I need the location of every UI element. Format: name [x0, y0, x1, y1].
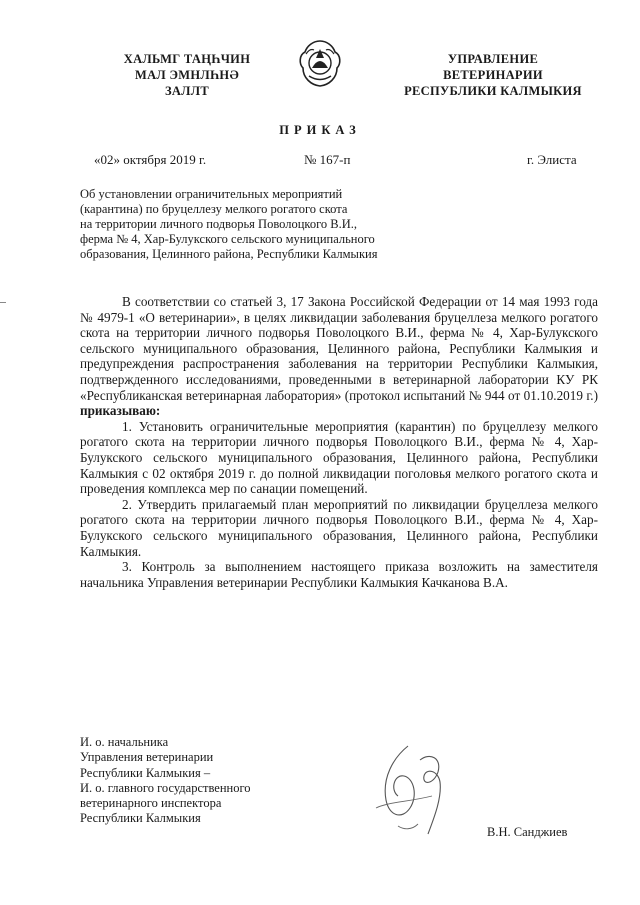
subject-line: образования, Целинного района, Республики Калмыкия: [80, 247, 378, 261]
order-word: приказываю:: [80, 403, 161, 419]
order-item: 1. Установить ограничительные мероприятия (карантин) по бруцеллезу мелкого рогатого скота на территории личного подворья Поволоцкого В.И., ферма № 4, Хар-Булукского сельского муниципального образования, Целинного района, Республики Калмыкия с 02 октября 2019 г. до полной ликвидации поголовья мелкого рогатого скота и проведения комплекса мер по санации помещений.: [80, 418, 598, 497]
order-item: 2. Утвердить прилагаемый план мероприятий по ликвидации бруцеллеза мелкого рогатого скота на территории личного подворья Поволоцкого В.И., ферма № 4, Хар-Булукского сельского муниципального образования, Целинного района, Республики Калмыкия.: [80, 496, 598, 559]
signatory-line: Управления ветеринарии: [80, 750, 214, 765]
header-left-line: ХАЛЬМГ ТАҢҺЧИН: [123, 52, 251, 66]
handwritten-signature: [368, 738, 458, 843]
preamble-paragraph: [80, 294, 598, 419]
preamble-text: В соответствии со статьей 3, 17 Закона Российской Федерации от 14 мая 1993 года № 4979-1 «О ветеринарии», в целях ликвидации заболевания бруцеллеза мелкого рогатого скота на территории личного подворья Поволоцкого В.И., ферма № 4, Хар-Булукского сельского муниципального образования, Целинного района, Республики Калмыкия и предупреждения распространения заболевания на территории Республики Калмыкия, подтвержденного исследованиями, проведенными в ветеринарной лаборатории КУ РК «Республиканская ветеринарная лаборатория» (протокол испытаний № 944 от 01.10.2019 г.): [80, 294, 598, 403]
order-city: г. Элиста: [527, 152, 577, 167]
order-number: № 167-п: [304, 152, 351, 167]
coat-of-arms-emblem: [297, 38, 343, 88]
signatory-name: В.Н. Санджиев: [487, 825, 568, 839]
header-left-line: МАЛ ЭМНЛҺНӘ: [134, 68, 239, 82]
header-right-russian: [398, 51, 588, 99]
subject-line: ферма № 4, Хар-Булукского сельского муниципального: [80, 232, 375, 246]
margin-mark: [0, 302, 6, 303]
order-date: «02» октября 2019 г.: [94, 152, 207, 167]
header-right-line: ВЕТЕРИНАРИИ: [443, 68, 543, 82]
order-body: [80, 294, 598, 590]
subject-line: Об установлении ограничительных мероприятий: [80, 187, 343, 201]
header-right-line: РЕСПУБЛИКИ КАЛМЫКИЯ: [404, 84, 582, 98]
order-item: 3. Контроль за выполнением настоящего приказа возложить на заместителя начальника Управления ветеринарии Республики Калмыкия Качканова В.А.: [80, 559, 598, 590]
signatory-line: И. о. главного государственного: [80, 780, 251, 795]
document-title: ПРИКАЗ: [279, 123, 361, 137]
signatory-line: ветеринарного инспектора: [80, 796, 222, 811]
signatory-line: Республики Калмыкия: [80, 811, 201, 826]
signatory-position: [80, 735, 251, 827]
order-subject: [80, 187, 440, 262]
header-left-kalmyk: [112, 51, 262, 99]
signatory-line: Республики Калмыкия –: [80, 765, 211, 780]
subject-line: на территории личного подворья Поволоцкого В.И.,: [80, 217, 358, 231]
signatory-line: И. о. начальника: [80, 735, 169, 749]
header-right-line: УПРАВЛЕНИЕ: [447, 52, 539, 66]
subject-line: (карантина) по бруцеллезу мелкого рогатого скота: [80, 202, 348, 216]
header-left-line: ЗАЛЛТ: [164, 84, 210, 98]
